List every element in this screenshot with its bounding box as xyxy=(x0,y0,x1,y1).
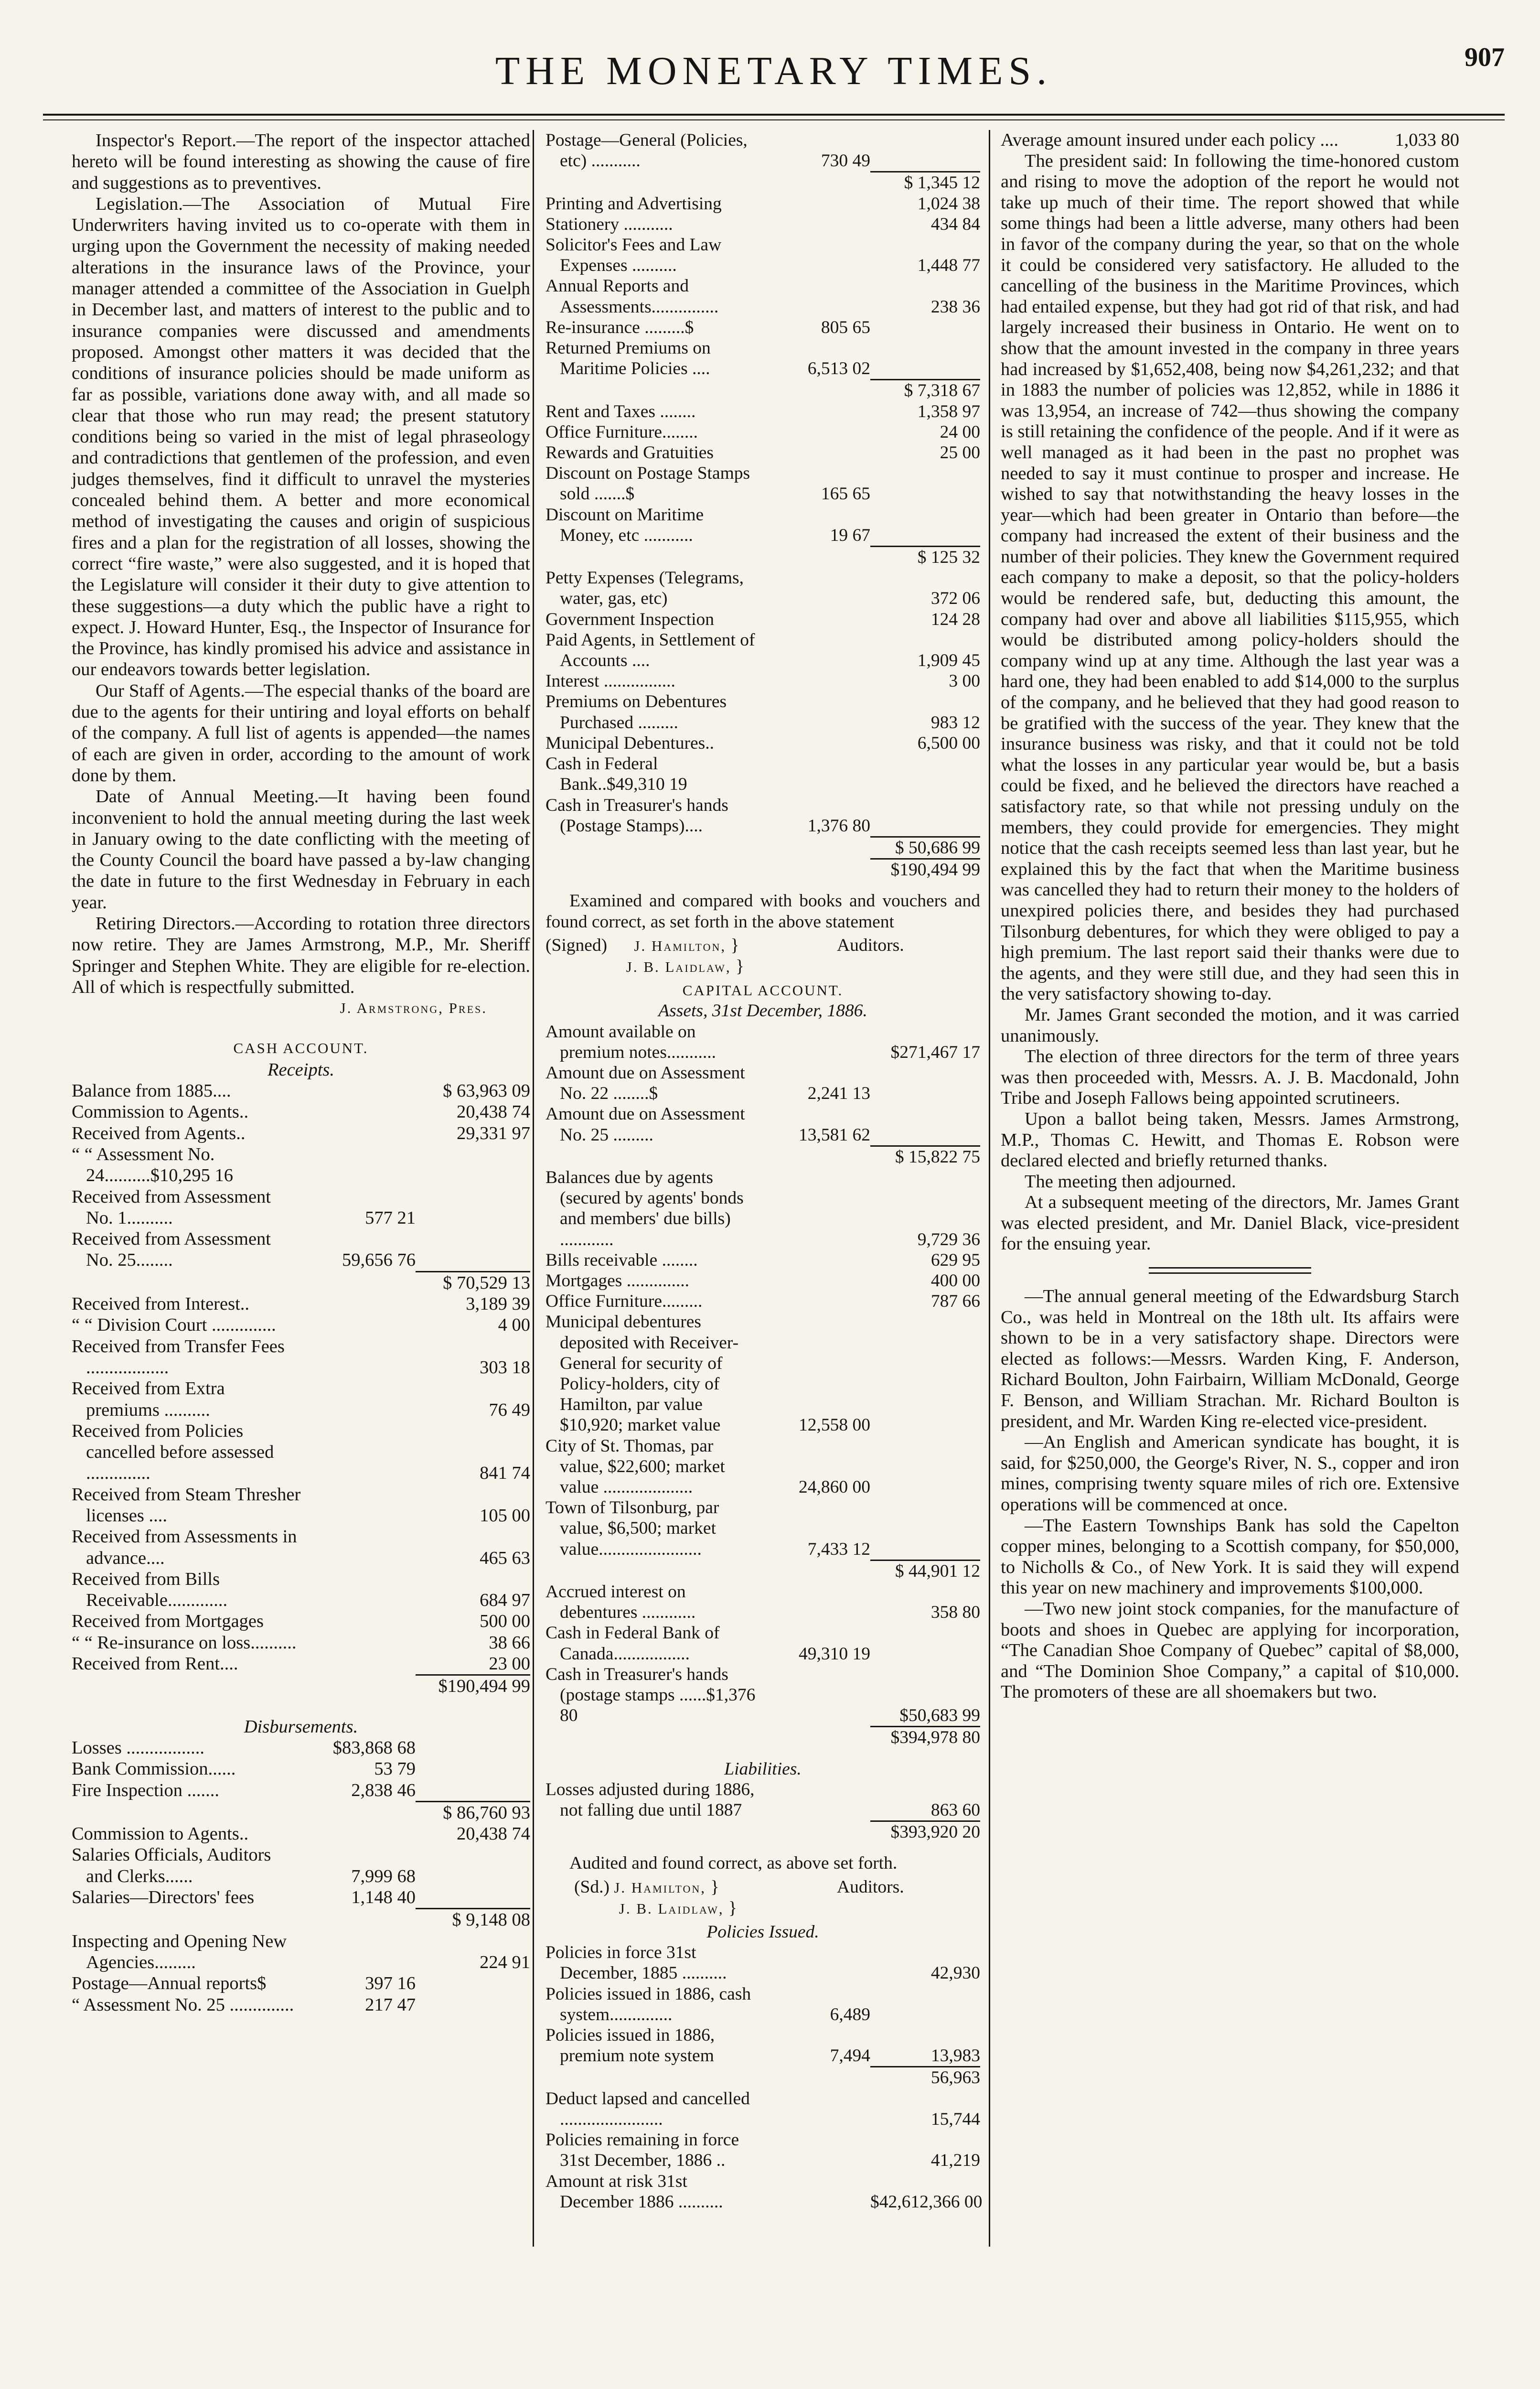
account-row xyxy=(72,1336,530,1378)
account-row-total: 6,500 00 xyxy=(917,733,980,753)
account-row xyxy=(72,1123,530,1144)
account-row-total: $ 15,822 75 xyxy=(870,1145,980,1167)
page-number: 907 xyxy=(1465,43,1505,72)
account-row xyxy=(72,1632,530,1653)
account-row-label: Received from Rent.... xyxy=(72,1654,238,1674)
account-row-total: 863 60 xyxy=(930,1800,980,1820)
account-row-label: Returned Premiums on Maritime Policies .... xyxy=(545,338,711,379)
account-row-amount: 13,581 62 xyxy=(799,1125,870,1145)
account-row xyxy=(72,1887,530,1908)
account-row-label: Rent and Taxes ........ xyxy=(545,401,696,421)
account-row-total: 372 06 xyxy=(930,589,980,609)
account-row-label: Interest ................ xyxy=(545,671,675,691)
account-row xyxy=(545,2088,980,2130)
paragraph-legislation: Legislation.—The Association of Mutual Fire Underwriters having invited us to co-operate with them in urging upon the Government the necessity of making needed alterations in the insurance laws of the Province, your manager attended a committee of the Association in Guelph in December last, and matters of interest to the public and to insurance companies were discussed and amendments proposed. Amongst other matters it was decided that the conditions of insurance policies should be made uniform as far as possible, variations done away with, and all made so clear that those who run may read; the present statutory conditions being so varied in the mist of legal phraseology and contradictions that gentlemen of the profession, and even judges themselves, find it difficult to unravel the mysteries concealed behind them. A better and more economical method of investigating the causes and origin of suspicious fires and a plan for the registration of all losses, showing the correct “fire waste,” were also suggested, and it is hoped that the Legislature will consider it their duty to give attention to these suggestions—a duty which the public have a right to expect. J. Howard Hunter, Esq., the Inspector of Insurance for the Province, has kindly promised his advice and assistance in our endeavors towards better legislation. xyxy=(72,194,530,680)
account-row xyxy=(545,671,980,691)
disbursements-total-row xyxy=(545,858,980,880)
account-row xyxy=(545,1779,980,1820)
account-row-total: 29,331 97 xyxy=(457,1123,530,1143)
account-row xyxy=(545,1291,980,1312)
account-row-amount: 7,433 12 xyxy=(807,1539,870,1559)
account-row xyxy=(545,276,980,317)
account-row-label: Received from Transfer Fees .................. xyxy=(72,1336,285,1377)
account-row xyxy=(545,463,980,504)
account-row xyxy=(545,214,980,235)
account-row-total: 15,744 xyxy=(930,2109,980,2129)
account-row xyxy=(545,2171,983,2212)
account-row xyxy=(545,1167,980,1250)
sd-label: (Sd.) xyxy=(574,1877,610,1897)
account-row-label: Bills receivable ........ xyxy=(545,1250,698,1270)
account-row xyxy=(72,1186,530,1229)
account-row-total: 500 00 xyxy=(480,1611,530,1632)
account-row-label: “ “ Assessment No. 24..........$10,295 16 xyxy=(72,1144,233,1186)
account-row-total: 20,438 74 xyxy=(457,1824,530,1844)
account-row-total: 3,189 39 xyxy=(466,1294,530,1314)
account-row-amount: 7,999 68 xyxy=(351,1866,416,1886)
account-row-total: 303 18 xyxy=(480,1357,530,1377)
account-row-label: Cash in Treasurer's hands (Postage Stamps).... xyxy=(545,795,728,836)
auditors-signature-2: (Sd.) J. Hamilton, } J. B. Laidlaw, } Auditors. xyxy=(574,1877,980,1919)
account-row-total: 787 66 xyxy=(930,1291,980,1312)
account-row xyxy=(72,1801,530,1823)
account-row-label: Rewards and Gratuities xyxy=(545,443,714,463)
account-row-amount: 6,489 xyxy=(830,2004,870,2024)
account-row-amount: 730 49 xyxy=(821,151,870,171)
disbursements-continued-table xyxy=(545,130,980,858)
account-row-label: Office Furniture......... xyxy=(545,1291,703,1312)
account-row-label: Received from Assessment No. 25........ xyxy=(72,1229,271,1270)
account-row-amount: 397 16 xyxy=(365,1973,416,1994)
receipts-total: $190,494 99 xyxy=(416,1674,530,1697)
account-row-total: $ 44,901 12 xyxy=(870,1560,980,1582)
receipts-heading: Receipts. xyxy=(267,1059,335,1080)
account-row-amount: 12,558 00 xyxy=(799,1415,870,1435)
account-row-label: Policies remaining in force 31st December, 1886 .. xyxy=(545,2130,739,2171)
account-row-label: Accrued interest on debentures ............ xyxy=(545,1582,696,1623)
account-row-label: Received from Interest.. xyxy=(72,1294,250,1314)
account-row-label: Amount available on premium notes........... xyxy=(545,1022,717,1062)
account-row-total: $ 1,345 12 xyxy=(870,171,980,193)
account-row xyxy=(545,194,980,214)
capital-account-heading: CAPITAL ACCOUNT. xyxy=(682,982,844,999)
account-row xyxy=(72,1994,530,2015)
paragraph-edwardsburg-starch: —The annual general meeting of the Edwardsburg Starch Co., was held in Montreal on the 18th ult. Its affairs were shown to be in a very satisfactory shape. Directors were elected as follows:—Messrs. Warden King, F. Anderson, Richard Boulton, John Fairbairn, William McDonald, George F. Benson, and William Strachan. Mr. Richard Boulton is president, and Mr. Warden King re-elected vice-president. xyxy=(1001,1286,1459,1431)
policies-table xyxy=(545,1942,983,2212)
auditors-label: Auditors. xyxy=(837,935,904,955)
account-row xyxy=(72,1101,530,1122)
account-row-total: $ 125 32 xyxy=(870,546,980,568)
account-row-total: 684 97 xyxy=(480,1590,530,1611)
account-row-label: Losses adjusted during 1886, not falling due until 1887 xyxy=(545,1779,755,1820)
account-row-label: Municipal Debentures.. xyxy=(545,733,715,753)
account-row-label: Postage—Annual reports$ xyxy=(72,1973,267,1994)
account-row-label: Cash in Federal Bank of Canada................. xyxy=(545,1623,720,1664)
account-row xyxy=(545,546,980,568)
account-row-label: Petty Expenses (Telegrams, water, gas, etc) xyxy=(545,568,744,609)
column-2 xyxy=(545,130,983,2212)
paragraph-ballot: Upon a ballot being taken, Messrs. James Armstrong, M.P., Thomas C. Hewitt, and Thomas E. Robson were declared elected and briefly returned thanks. xyxy=(1001,1108,1459,1171)
account-row xyxy=(545,1250,980,1270)
account-row-label: Discount on Postage Stamps sold .......$ xyxy=(545,463,750,504)
account-row xyxy=(545,505,980,546)
account-row-total: 400 00 xyxy=(930,1270,980,1291)
account-row-total: 3 00 xyxy=(949,671,980,691)
account-row-amount: 217 47 xyxy=(365,1994,416,2015)
account-row-label: Received from Extra premiums .......... xyxy=(72,1378,225,1420)
account-row-total: $ 50,686 99 xyxy=(870,836,980,858)
account-row-label: Policies issued in 1886, premium note system xyxy=(545,2025,715,2066)
account-row-total: $ 7,318 67 xyxy=(870,379,980,401)
account-row xyxy=(72,1420,530,1484)
account-row-amount: 2,241 13 xyxy=(807,1084,870,1104)
account-row-total: 9,729 36 xyxy=(917,1229,980,1249)
account-row xyxy=(545,795,980,836)
account-row xyxy=(72,1569,530,1611)
account-row-label: Commission to Agents.. xyxy=(72,1824,249,1844)
paragraph-eastern-townships: —The Eastern Townships Bank has sold the Capelton copper mines, belonging to a Scottish company, for $50,000, to Nicholls & Co., of New York. It is said they will expend this year on new machinery and improvements $100,000. xyxy=(1001,1515,1459,1598)
account-row-total: 56,963 xyxy=(870,2066,980,2088)
account-row xyxy=(545,422,980,442)
paragraph-joint-stock: —Two new joint stock companies, for the manufacture of boots and shoes in Quebec are applying for incorporation, “The Canadian Shoe Company of Quebec” capital of $8,000, and “The Dominion Shoe Company,” a capital of $10,000. The promoters of these are all shoemakers but two. xyxy=(1001,1598,1459,1702)
column-1 xyxy=(72,130,530,2015)
account-row-label: Received from Assessment No. 1.......... xyxy=(72,1186,271,1228)
account-row-total: 629 95 xyxy=(930,1250,980,1270)
average-insured-label: Average amount insured under each policy .... xyxy=(1001,130,1339,150)
assets-heading: Assets, 31st December, 1886. xyxy=(658,1001,867,1021)
header-rule-thin xyxy=(43,119,1505,120)
liabilities-total-row xyxy=(545,1820,980,1842)
account-row-total: 224 91 xyxy=(480,1952,530,1972)
liabilities-table xyxy=(545,1779,980,1820)
account-row xyxy=(545,2130,980,2171)
account-row-amount: 24,860 00 xyxy=(799,1477,870,1497)
account-row-amount: 7,494 xyxy=(830,2046,870,2066)
account-row-label: Premiums on Debentures Purchased ......... xyxy=(545,692,727,732)
account-row-label: Solicitor's Fees and Law Expenses .......... xyxy=(545,235,722,276)
account-row xyxy=(545,338,980,379)
account-row xyxy=(545,1022,980,1063)
account-row-total: 1,358 97 xyxy=(917,401,980,421)
paragraph-election: The election of three directors for the term of three years was then proceeded with, Messrs. A. J. B. Macdonald, John Tribe and Joseph Fallows being appointed scrutineers. xyxy=(1001,1046,1459,1108)
account-row-total: 1,448 77 xyxy=(917,256,980,276)
liabilities-total: $393,920 20 xyxy=(870,1820,980,1842)
account-row xyxy=(545,836,980,858)
account-row-total: 38 66 xyxy=(489,1632,530,1653)
account-row-label: “ “ Re-insurance on loss.......... xyxy=(72,1632,297,1653)
column-3 xyxy=(1001,130,1459,1703)
liabilities-heading: Liabilities. xyxy=(724,1759,802,1779)
account-row-total: 841 74 xyxy=(480,1463,530,1484)
account-row-total: $ 9,148 08 xyxy=(416,1908,530,1930)
column-divider-left xyxy=(533,130,534,2247)
account-row-label: Annual Reports and Assessments............... xyxy=(545,276,719,317)
cash-account-heading: CASH ACCOUNT. xyxy=(233,1040,369,1057)
account-row-total: 20,438 74 xyxy=(457,1102,530,1122)
account-row xyxy=(72,1378,530,1420)
account-row xyxy=(72,1484,530,1527)
account-row xyxy=(545,1312,980,1435)
account-row-total: 24 00 xyxy=(940,422,980,442)
account-row xyxy=(545,1942,980,1983)
paragraph-examined: Examined and compared with books and vouchers and found correct, as set forth in the above statement xyxy=(545,891,980,932)
account-row-label: Government Inspection xyxy=(545,609,715,629)
account-row xyxy=(72,1653,530,1674)
account-row xyxy=(545,379,980,401)
account-row xyxy=(545,401,980,422)
paragraph-audited: Audited and found correct, as above set forth. xyxy=(569,1853,898,1873)
account-row xyxy=(72,1737,530,1758)
disbursements-heading: Disbursements. xyxy=(244,1716,358,1737)
account-row xyxy=(545,171,980,193)
account-row-total: 1,024 38 xyxy=(917,194,980,214)
account-row xyxy=(72,1908,530,1930)
account-row-amount: 59,656 76 xyxy=(342,1250,416,1270)
account-row-label: Amount due on Assessment No. 22 ........$ xyxy=(545,1063,745,1104)
account-row-amount: 19 67 xyxy=(830,525,870,545)
auditor-laidlaw: J. B. Laidlaw, xyxy=(626,958,731,975)
account-row-label: Received from Steam Thresher licenses .... xyxy=(72,1484,301,1526)
account-row-label: Municipal debentures deposited with Receiver-General for security of Policy-holders, city of Hamilton, par value $10,920; market value xyxy=(545,1312,739,1435)
account-row xyxy=(545,2025,980,2066)
paragraph-adjourned: The meeting then adjourned. xyxy=(1025,1171,1236,1192)
newspaper-title: THE MONETARY TIMES. xyxy=(495,49,1053,93)
paragraph-annual-meeting: Date of Annual Meeting.—It having been found inconvenient to hold the annual meeting during the last week in January owing to the date conflicting with the meeting of the County Council the board have passed a by-law changing the date in future to the first Wednesday in February in each year. xyxy=(72,786,530,913)
account-row xyxy=(72,1931,530,1973)
account-row-label: Re-insurance .........$ xyxy=(545,317,694,337)
signed-label: (Signed) xyxy=(545,935,608,955)
paragraph-syndicate: —An English and American syndicate has bought, it is said, for $250,000, the George's River, N. S., copper and iron mines, comprising twenty square miles of rich ore. Extensive operations will be commenced at once. xyxy=(1001,1432,1459,1515)
account-row-label: City of St. Thomas, par value, $22,600; market value .................... xyxy=(545,1436,725,1497)
account-row-label: Received from Bills Receivable............. xyxy=(72,1569,228,1611)
account-row-total: 23 00 xyxy=(489,1654,530,1674)
account-row-amount: 1,376 80 xyxy=(807,816,870,836)
assets-table xyxy=(545,1022,980,1726)
paragraph-president-speech: The president said: In following the time-honored custom and rising to move the adoption of the report he would not take up much of their time. The report showed that while some things had been a little adverse, many others had been in favor of the company during the year, so that on the whole it could be considered very satisfactory. He alluded to the cancelling of the business in the Maritime Provinces, which had entailed expense, but they had got rid of that risk, and had largely increased their business in Ontario. He went on to show that the amount invested in the company in three years had increased by $1,652,408, being now $4,261,232; and that in 1883 the number of policies was 12,852, while in 1886 it was 13,954, an increase of 742—thus showing the company is still retaining the confidence of the people. And if it were as well managed as it had been in the past no prophet was needed to say it must continue to prosper and increase. He wished to say that notwithstanding the heavy losses in the year—which had been greater in Ontario than before—the company had increased the extent of their business and the number of their policies. They knew the Government required each company to make a deposit, so that the policy-holders would be rendered safe, but, deducting this amount, the company had over and above all liabilities $115,955, which would be distributed among policy-holders should the company wind up at any time. Although the last year was a hard one, they had been enabled to add $14,000 to the surplus of the company, and he believed that they had good reason to be gratified with the success of the year. They knew that the insurance business was risky, and that it could not be told what the losses in any particular year would be, but a basis could be fixed, and he believed the directors have reached a satisfactory rate, so that while not pressing unduly on the members, they could provide for emergencies. They might notice that the cash receipts seemed less than last year, but he explained this by the fact that when the Maritime business was cancelled they had to return their money to the holders of unexpired policies there, and besides they had purchased Tilsonburg debentures, for which they were obliged to pay a high premium. The last report said their thanks were due to the agents, and they were still due, and they had seen this in the very satisfactory showing to-day. xyxy=(1001,151,1459,1004)
account-row-total: $ 86,760 93 xyxy=(416,1801,530,1823)
account-row-amount: 805 65 xyxy=(821,317,870,337)
assets-total: $394,978 80 xyxy=(870,1726,980,1748)
account-row-total: 76 49 xyxy=(489,1399,530,1420)
auditor-hamilton-2: J. Hamilton, xyxy=(614,1879,706,1896)
policies-issued-heading: Policies Issued. xyxy=(706,1922,819,1942)
account-row xyxy=(545,568,980,609)
account-row xyxy=(72,1526,530,1569)
auditor-laidlaw-2: J. B. Laidlaw, xyxy=(619,1900,724,1917)
account-row xyxy=(545,1063,980,1104)
signature-president: J. Armstrong, Pres. xyxy=(340,1000,487,1017)
account-row xyxy=(545,1436,980,1498)
account-row xyxy=(545,130,980,171)
auditors-label-2: Auditors. xyxy=(837,1877,904,1897)
account-row xyxy=(72,1611,530,1632)
account-row xyxy=(72,1228,530,1271)
account-row-label: Paid Agents, in Settlement of Accounts .... xyxy=(545,630,755,671)
account-row xyxy=(72,1823,530,1844)
paragraph-retiring-directors: Retiring Directors.—According to rotation three directors now retire. They are James Armstrong, M.P., Mr. Sheriff Springer and Stephen White. They are eligible for re-election. All of which is respectfully submitted. xyxy=(72,913,530,997)
account-row xyxy=(545,609,980,630)
account-row xyxy=(545,630,980,671)
account-row xyxy=(545,1560,980,1582)
account-row-label: Printing and Advertising xyxy=(545,194,722,214)
account-row-total: 238 36 xyxy=(930,297,980,317)
account-row xyxy=(72,1758,530,1779)
account-row xyxy=(72,1271,530,1293)
receipts-total-row xyxy=(72,1674,530,1697)
header-rule-thick xyxy=(43,114,1505,116)
account-row-amount: 2,838 46 xyxy=(351,1780,416,1800)
account-row-total: $ 63,963 09 xyxy=(443,1081,530,1101)
account-row-label: Deduct lapsed and cancelled ....................... xyxy=(545,2088,750,2129)
paragraph-inspector-report: Inspector's Report.—The report of the inspector attached hereto will be found interesting as showing the cause of fire and suggestions as to preventives. xyxy=(72,130,530,193)
account-row-label: Balances due by agents (secured by agents' bonds and members' due bills) ............ xyxy=(545,1167,744,1249)
account-row xyxy=(545,1582,980,1623)
account-row-amount: $83,868 68 xyxy=(332,1737,416,1758)
account-row xyxy=(72,1844,530,1887)
disbursements-table xyxy=(72,1737,530,2015)
account-row xyxy=(545,733,980,753)
column-divider-right xyxy=(989,130,990,2247)
account-row xyxy=(72,1144,530,1186)
account-row xyxy=(545,753,980,795)
auditors-signature-1: (Signed) J. Hamilton, } J. B. Laidlaw, } Auditors. xyxy=(545,935,980,977)
account-row xyxy=(72,1293,530,1314)
account-row xyxy=(545,691,980,732)
account-row xyxy=(72,1314,530,1335)
account-row xyxy=(72,1080,530,1101)
account-row-total: 1,909 45 xyxy=(917,651,980,671)
account-row-label: “ “ Division Court .............. xyxy=(72,1315,276,1335)
account-row xyxy=(545,317,980,338)
account-row-amount: 49,310 19 xyxy=(799,1644,870,1664)
paragraph-staff-of-agents: Our Staff of Agents.—The especial thanks of the board are due to the agents for their untiring and loyal efforts on behalf of the company. A full list of agents is appended—the names of each are given in order, according to the amount of work done by them. xyxy=(72,680,530,786)
account-row-label: Salaries—Directors' fees xyxy=(72,1887,255,1908)
receipts-table xyxy=(72,1080,530,1674)
account-row-total: 105 00 xyxy=(480,1506,530,1526)
assets-total-row xyxy=(545,1726,980,1748)
account-row-label: Policies issued in 1886, cash system.............. xyxy=(545,1984,751,2024)
account-row-label: Office Furniture........ xyxy=(545,422,698,442)
account-row xyxy=(545,1623,980,1664)
account-row-label: Mortgages .............. xyxy=(545,1270,690,1291)
account-row-label: Received from Mortgages xyxy=(72,1611,264,1632)
account-row xyxy=(72,1780,530,1801)
paragraph-subsequent-meeting: At a subsequent meeting of the directors, Mr. James Grant was elected president, and Mr. Daniel Black, vice-president for the ensuing year. xyxy=(1001,1192,1459,1254)
account-row-label: Inspecting and Opening New Agencies......... xyxy=(72,1931,287,1972)
account-row-total: $42,612,366 00 xyxy=(870,2192,983,2212)
average-insured-row xyxy=(1001,130,1459,151)
account-row-amount: 165 65 xyxy=(821,484,870,504)
account-row-total: 124 28 xyxy=(930,609,980,629)
auditor-hamilton: J. Hamilton, xyxy=(634,937,727,954)
account-row xyxy=(545,1497,980,1560)
masthead xyxy=(43,29,1505,119)
account-row-label: Amount due on Assessment No. 25 ......... xyxy=(545,1104,745,1145)
account-row-amount: 6,513 02 xyxy=(807,359,870,379)
account-row-label: Town of Tilsonburg, par value, $6,500; market value....................... xyxy=(545,1498,719,1559)
account-row-label: Bank Commission...... xyxy=(72,1759,236,1779)
account-row-total: 25 00 xyxy=(940,443,980,463)
account-row-label: Balance from 1885.... xyxy=(72,1081,231,1101)
account-row-total: 13,983 xyxy=(930,2046,980,2066)
account-row-amount: 1,148 40 xyxy=(351,1887,416,1908)
account-row-amount: 53 79 xyxy=(374,1759,416,1779)
account-row-label: Losses ................. xyxy=(72,1737,205,1758)
account-row-label: Cash in Federal Bank..$49,310 19 xyxy=(545,754,687,795)
account-row-total: 434 84 xyxy=(930,214,980,234)
account-row-total: 983 12 xyxy=(930,712,980,732)
section-separator xyxy=(1149,1267,1311,1274)
account-row xyxy=(72,1973,530,1994)
account-row-label: Received from Agents.. xyxy=(72,1123,246,1143)
average-insured-value: 1,033 80 xyxy=(1395,130,1459,150)
account-row-label: Received from Assessments in advance.... xyxy=(72,1527,297,1568)
account-row-label: Stationery ........... xyxy=(545,214,673,234)
account-row-total: $ 70,529 13 xyxy=(416,1271,530,1293)
account-row-total: $271,467 17 xyxy=(890,1042,980,1062)
account-row-amount: 577 21 xyxy=(365,1207,416,1228)
account-row-total: 465 63 xyxy=(480,1548,530,1568)
account-row xyxy=(545,1664,980,1726)
account-row xyxy=(545,442,980,463)
account-row xyxy=(545,2066,980,2088)
account-row-label: Amount at risk 31st December 1886 .......... xyxy=(545,2171,723,2212)
account-row-label: Discount on Maritime Money, etc ........... xyxy=(545,505,704,545)
account-row xyxy=(545,1145,980,1167)
account-row-label: Policies in force 31st December, 1885 .......... xyxy=(545,1943,727,1983)
paragraph-grant-seconded: Mr. James Grant seconded the motion, and it was carried unanimously. xyxy=(1001,1004,1459,1046)
account-row xyxy=(545,1984,980,2025)
account-row-total: 41,219 xyxy=(930,2151,980,2171)
account-row-label: Postage—General (Policies, etc) ........... xyxy=(545,130,748,171)
account-row xyxy=(545,235,980,276)
account-row-total: 4 00 xyxy=(498,1315,530,1335)
account-row-total: 358 80 xyxy=(930,1603,980,1623)
account-row-label: Fire Inspection ....... xyxy=(72,1780,220,1800)
account-row-total: 42,930 xyxy=(930,1963,980,1983)
account-row-label: “ Assessment No. 25 .............. xyxy=(72,1994,294,2015)
account-row-label: Salaries Officials, Auditors and Clerks...... xyxy=(72,1845,271,1886)
account-row xyxy=(545,1104,980,1145)
disbursements-total: $190,494 99 xyxy=(870,858,980,880)
account-row-total: $50,683 99 xyxy=(899,1706,980,1726)
account-row-label: Commission to Agents.. xyxy=(72,1102,249,1122)
account-row xyxy=(545,1270,980,1291)
account-row-label: Received from Policies cancelled before assessed .............. xyxy=(72,1420,274,1484)
account-row-label: Cash in Treasurer's hands (postage stamps ......$1,376 80 xyxy=(545,1664,756,1726)
